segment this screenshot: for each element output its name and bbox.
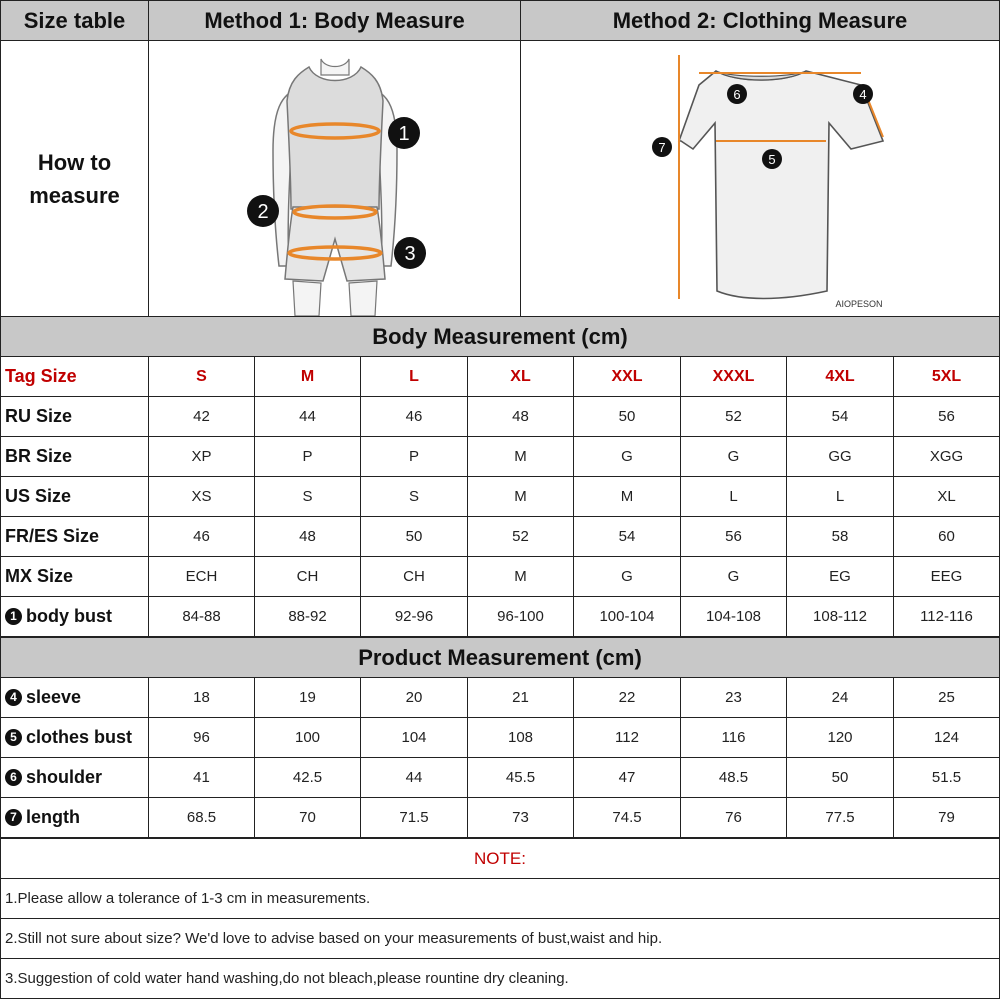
shoulder-label: shoulder xyxy=(26,767,103,787)
br-size-value-xl xyxy=(467,436,574,477)
table-cell-value: 92-96 xyxy=(394,608,434,625)
br-size-value-5xl xyxy=(893,436,1000,477)
table-cell-value: 44 xyxy=(405,769,423,786)
clothes-bust-value-xl xyxy=(467,717,574,758)
table-cell-value: XL xyxy=(937,488,956,505)
table-cell-value: M xyxy=(514,568,527,585)
clothing-marker-4 xyxy=(853,84,873,104)
tag-size-value: XXL xyxy=(611,367,643,385)
shoulder-value-l xyxy=(360,757,468,798)
body-bust-value-5xl xyxy=(893,596,1000,637)
sleeve-value-m xyxy=(254,677,361,718)
clothing-figure-cell xyxy=(520,40,1000,317)
tag-size-label: Tag Size xyxy=(5,366,77,386)
tag-size-label-cell xyxy=(0,356,149,397)
table-cell-value: 51.5 xyxy=(931,769,962,786)
table-cell-value: G xyxy=(727,448,740,465)
sleeve-label-cell xyxy=(0,677,149,718)
fr-es-size-value-xxl xyxy=(573,516,681,557)
mx-size-value-l xyxy=(360,556,468,597)
tag-size-5xl xyxy=(893,356,1000,397)
length-value-m xyxy=(254,797,361,838)
us-size-label-cell xyxy=(0,476,149,517)
body-marker-3 xyxy=(394,237,426,269)
tag-size-4xl xyxy=(786,356,894,397)
shoulder-value-s xyxy=(148,757,255,798)
tag-size-value: M xyxy=(300,367,315,385)
table-cell-value: XGG xyxy=(929,448,964,465)
shoulder-value-xl xyxy=(467,757,574,798)
body-measurement-title: Body Measurement (cm) xyxy=(372,323,628,349)
br-size-label-cell xyxy=(0,436,149,477)
length-value-l xyxy=(360,797,468,838)
length-value-xxxl xyxy=(680,797,787,838)
mx-size-value-xxl xyxy=(573,556,681,597)
br-size-value-l xyxy=(360,436,468,477)
sleeve-value-l xyxy=(360,677,468,718)
table-cell-value: M xyxy=(620,488,634,505)
body-marker-2 xyxy=(247,195,279,227)
sleeve-value-xxxl xyxy=(680,677,787,718)
clothing-marker-5 xyxy=(762,149,782,169)
ru-size-value-xxxl xyxy=(680,396,787,437)
fr-es-size-value-xxxl xyxy=(680,516,787,557)
body-bust-value-xl xyxy=(467,596,574,637)
shoulder-value-xxxl xyxy=(680,757,787,798)
clothing-marker-6 xyxy=(727,84,747,104)
fr-es-size-label-cell xyxy=(0,516,149,557)
table-cell-value: XP xyxy=(191,448,212,465)
note-line-1 xyxy=(0,878,1000,919)
table-cell-value: 84-88 xyxy=(182,608,221,625)
length-label-cell xyxy=(0,797,149,838)
table-cell-value: 44 xyxy=(299,408,316,425)
fr-es-size-value-s xyxy=(148,516,255,557)
clothes-bust-label-cell xyxy=(0,717,149,758)
table-cell-value: 96-100 xyxy=(497,608,544,625)
marker-6-icon: 6 xyxy=(5,769,22,786)
table-cell-value: 116 xyxy=(721,729,746,746)
mx-size-value-4xl xyxy=(786,556,894,597)
us-size-value-s xyxy=(148,476,255,517)
clothes-bust-value-4xl xyxy=(786,717,894,758)
table-cell-value: 68.5 xyxy=(186,809,217,826)
header-method1-text: Method 1: Body Measure xyxy=(204,7,465,33)
length-value-xxl xyxy=(573,797,681,838)
fr-es-size-label: FR/ES Size xyxy=(5,526,100,546)
ru-size-value-4xl xyxy=(786,396,894,437)
clothes-bust-label: clothes bust xyxy=(26,727,133,747)
table-cell-value: EG xyxy=(829,568,851,585)
table-cell-value: 108 xyxy=(507,729,534,746)
mx-size-value-xl xyxy=(467,556,574,597)
table-cell-value: 54 xyxy=(618,528,636,545)
table-cell-value: 50 xyxy=(831,769,849,786)
body-measurement-header xyxy=(0,316,1000,357)
ru-size-label: RU Size xyxy=(5,406,73,426)
length-value-s xyxy=(148,797,255,838)
table-cell-value: 48.5 xyxy=(718,769,749,786)
sleeve-value-xl xyxy=(467,677,574,718)
body-bust-value-xxxl xyxy=(680,596,787,637)
tag-size-value: XL xyxy=(510,367,531,385)
table-cell-value: 25 xyxy=(938,689,955,706)
brand-label: AIOPESON xyxy=(835,299,883,309)
table-cell-value: 120 xyxy=(827,729,853,746)
fr-es-size-value-l xyxy=(360,516,468,557)
clothes-bust-value-s xyxy=(148,717,255,758)
fr-es-size-value-4xl xyxy=(786,516,894,557)
table-cell-value: M xyxy=(514,448,527,465)
table-cell-value: S xyxy=(302,488,313,505)
table-cell-value: 58 xyxy=(831,528,849,545)
note-title: NOTE: xyxy=(474,848,526,868)
product-measurement-header xyxy=(0,637,1000,678)
marker-1-icon: 1 xyxy=(5,608,22,625)
ru-size-value-xl xyxy=(467,396,574,437)
ru-size-value-5xl xyxy=(893,396,1000,437)
sleeve-value-4xl xyxy=(786,677,894,718)
table-cell-value: CH xyxy=(296,568,319,585)
tag-size-xl xyxy=(467,356,574,397)
body-bust-value-4xl xyxy=(786,596,894,637)
note-line-3 xyxy=(0,958,1000,999)
mx-size-label: MX Size xyxy=(5,566,74,586)
us-size-value-l xyxy=(360,476,468,517)
body-bust-value-xxl xyxy=(573,596,681,637)
mx-size-value-m xyxy=(254,556,361,597)
shoulder-value-5xl xyxy=(893,757,1000,798)
table-cell-value: 88-92 xyxy=(288,608,327,625)
clothes-bust-value-xxxl xyxy=(680,717,787,758)
shoulder-label-cell xyxy=(0,757,149,798)
product-measurement-title: Product Measurement (cm) xyxy=(358,644,642,670)
table-cell-value: 100-104 xyxy=(599,608,655,625)
length-value-5xl xyxy=(893,797,1000,838)
table-cell-value: 96 xyxy=(193,729,210,746)
table-cell-value: 20 xyxy=(405,689,423,706)
sleeve-value-5xl xyxy=(893,677,1000,718)
table-cell-value: 45.5 xyxy=(505,769,536,786)
body-bust-value-s xyxy=(148,596,255,637)
table-cell-value: 22 xyxy=(618,689,636,706)
note-line-2-text: 2.Still not sure about size? We'd love to advise based on your measurements of bust,waist and hip. xyxy=(5,930,663,947)
header-size-table-text: Size table xyxy=(23,7,126,33)
table-cell-value: 21 xyxy=(512,689,529,706)
tag-size-l xyxy=(360,356,468,397)
fr-es-size-value-m xyxy=(254,516,361,557)
clothing-measure-illustration xyxy=(521,41,999,316)
table-cell-value: 48 xyxy=(299,528,316,545)
table-cell-value: 112-116 xyxy=(920,608,973,625)
br-size-value-m xyxy=(254,436,361,477)
table-cell-value: G xyxy=(727,568,740,585)
table-cell-value: 108-112 xyxy=(813,608,867,625)
table-cell-value: 100 xyxy=(294,729,321,746)
us-size-value-xxl xyxy=(573,476,681,517)
table-cell-value: 56 xyxy=(725,528,742,545)
table-cell-value: 48 xyxy=(512,408,529,425)
body-marker-1 xyxy=(388,117,420,149)
table-cell-value: 76 xyxy=(725,809,742,826)
table-cell-value: 52 xyxy=(512,528,529,545)
table-cell-value: CH xyxy=(403,568,425,585)
body-measure-illustration xyxy=(149,41,520,316)
table-cell-value: 50 xyxy=(405,528,423,545)
br-size-value-4xl xyxy=(786,436,894,477)
table-cell-value: 42.5 xyxy=(292,769,323,786)
table-cell-value: 60 xyxy=(938,528,955,545)
how-to-measure-cell xyxy=(0,40,149,317)
header-method2-text: Method 2: Clothing Measure xyxy=(612,7,908,33)
table-cell-value: L xyxy=(729,488,738,505)
table-cell-value: G xyxy=(621,568,633,585)
table-cell-value: 50 xyxy=(618,408,636,425)
us-size-label: US Size xyxy=(5,486,72,506)
mx-size-value-s xyxy=(148,556,255,597)
table-cell-value: EEG xyxy=(930,568,963,585)
tag-size-value: L xyxy=(409,367,419,385)
note-line-3-text: 3.Suggestion of cold water hand washing,do not bleach,please rountine dry cleaning. xyxy=(5,970,569,987)
fr-es-size-value-5xl xyxy=(893,516,1000,557)
table-cell-value: 73 xyxy=(512,809,529,826)
br-size-value-xxl xyxy=(573,436,681,477)
table-cell-value: XS xyxy=(191,488,212,505)
note-line-2 xyxy=(0,918,1000,959)
clothes-bust-value-xxl xyxy=(573,717,681,758)
table-cell-value: 77.5 xyxy=(825,809,855,826)
marker-7-icon: 7 xyxy=(5,809,22,826)
header-size-table xyxy=(0,0,149,41)
table-cell-value: 79 xyxy=(938,809,955,826)
table-cell-value: 19 xyxy=(299,689,316,706)
table-cell-value: 112 xyxy=(615,729,639,746)
shoulder-value-4xl xyxy=(786,757,894,798)
table-cell-value: P xyxy=(302,448,313,465)
body-bust-label: body bust xyxy=(26,606,112,626)
table-cell-value: 104-108 xyxy=(705,608,762,625)
body-bust-value-l xyxy=(360,596,468,637)
table-cell-value: 54 xyxy=(831,408,849,425)
svg-text:3: 3 xyxy=(404,243,416,265)
marker-5-icon: 5 xyxy=(5,729,22,746)
how-to-line2: measure xyxy=(29,182,120,208)
table-cell-value: ECH xyxy=(185,568,218,585)
table-cell-value: 124 xyxy=(933,729,960,746)
sleeve-label: sleeve xyxy=(26,687,82,707)
table-cell-value: G xyxy=(621,448,633,465)
tag-size-value: 4XL xyxy=(825,367,855,385)
table-cell-value: 23 xyxy=(725,689,742,706)
clothes-bust-value-5xl xyxy=(893,717,1000,758)
body-figure-cell xyxy=(148,40,521,317)
table-cell-value: 46 xyxy=(193,528,210,545)
length-value-4xl xyxy=(786,797,894,838)
tag-size-s xyxy=(148,356,255,397)
note-title-row xyxy=(0,838,1000,879)
mx-size-value-xxxl xyxy=(680,556,787,597)
header-method1 xyxy=(148,0,521,41)
shoulder-value-xxl xyxy=(573,757,681,798)
length-label: length xyxy=(26,807,80,827)
table-cell-value: 18 xyxy=(193,689,210,706)
us-size-value-xxxl xyxy=(680,476,787,517)
table-cell-value: 46 xyxy=(405,408,423,425)
table-cell-value: 70 xyxy=(299,809,316,826)
table-cell-value: 42 xyxy=(193,408,210,425)
table-cell-value: 41 xyxy=(193,769,210,786)
us-size-value-m xyxy=(254,476,361,517)
us-size-value-xl xyxy=(467,476,574,517)
sleeve-value-xxl xyxy=(573,677,681,718)
table-cell-value: 74.5 xyxy=(612,809,642,826)
ru-size-value-s xyxy=(148,396,255,437)
body-bust-value-m xyxy=(254,596,361,637)
shoulder-value-m xyxy=(254,757,361,798)
length-value-xl xyxy=(467,797,574,838)
table-cell-value: 56 xyxy=(938,408,955,425)
body-bust-label-cell xyxy=(0,596,149,637)
ru-size-value-xxl xyxy=(573,396,681,437)
fr-es-size-value-xl xyxy=(467,516,574,557)
table-cell-value: GG xyxy=(828,448,852,465)
table-cell-value: 104 xyxy=(401,729,427,746)
table-cell-value: 52 xyxy=(725,408,742,425)
table-cell-value: 71.5 xyxy=(399,809,429,826)
clothing-marker-7 xyxy=(652,137,672,157)
ru-size-value-m xyxy=(254,396,361,437)
ru-size-label-cell xyxy=(0,396,149,437)
table-cell-value: P xyxy=(408,448,419,465)
clothes-bust-value-l xyxy=(360,717,468,758)
marker-4-icon: 4 xyxy=(5,689,22,706)
br-size-value-s xyxy=(148,436,255,477)
tag-size-value: S xyxy=(196,367,207,385)
tag-size-xxxl xyxy=(680,356,787,397)
table-cell-value: L xyxy=(835,488,845,505)
mx-size-value-5xl xyxy=(893,556,1000,597)
tag-size-value: XXXL xyxy=(712,367,755,385)
svg-text:7: 7 xyxy=(658,140,666,155)
us-size-value-4xl xyxy=(786,476,894,517)
svg-text:2: 2 xyxy=(257,201,269,223)
svg-text:6: 6 xyxy=(733,87,741,102)
br-size-value-xxxl xyxy=(680,436,787,477)
svg-text:4: 4 xyxy=(859,87,867,102)
tag-size-value: 5XL xyxy=(931,367,962,385)
mx-size-label-cell xyxy=(0,556,149,597)
table-cell-value: 24 xyxy=(831,689,849,706)
svg-text:1: 1 xyxy=(398,123,410,145)
br-size-label: BR Size xyxy=(5,446,73,466)
tag-size-xxl xyxy=(573,356,681,397)
us-size-value-5xl xyxy=(893,476,1000,517)
clothes-bust-value-m xyxy=(254,717,361,758)
ru-size-value-l xyxy=(360,396,468,437)
svg-text:5: 5 xyxy=(768,152,776,167)
table-cell-value: S xyxy=(408,488,419,505)
how-to-line1: How to xyxy=(37,149,112,175)
table-cell-value: M xyxy=(514,488,527,505)
header-method2 xyxy=(520,0,1000,41)
sleeve-value-s xyxy=(148,677,255,718)
note-line-1-text: 1.Please allow a tolerance of 1-3 cm in measurements. xyxy=(5,890,371,907)
table-cell-value: 47 xyxy=(618,769,636,786)
tag-size-m xyxy=(254,356,361,397)
